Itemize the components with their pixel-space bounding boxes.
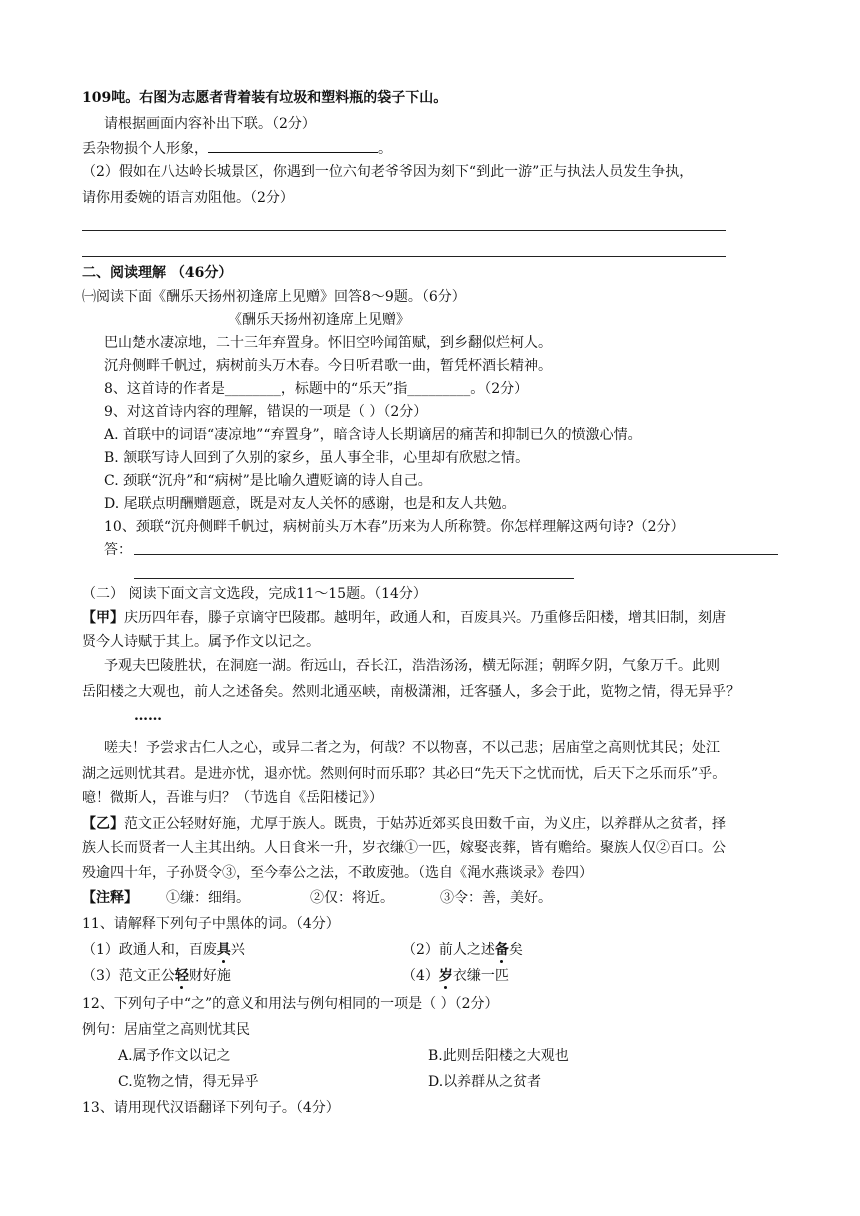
sub-question-text: 兴	[230, 942, 245, 958]
text-line: 予观夫巴陵胜状，在洞庭一湖。衔远山，吞长江，浩浩汤汤，横无际涯；朝晖夕阴，气象万千。此则	[104, 658, 720, 674]
emphasized-word: 备	[494, 942, 509, 958]
note-label: 【注释】	[82, 890, 138, 906]
option: A. 首联中的词语“凄凉地”“弃置身”，暗含诗人长期谪居的痛苦和抑制已久的愤激心情。	[104, 427, 642, 443]
question: 8、这首诗的作者是________，标题中的“乐天”指_________。（2分）	[104, 381, 529, 397]
emphasized-word: 具	[216, 942, 231, 958]
question: 9、对这首诗内容的理解，错误的一项是（ ）（2分）	[104, 404, 428, 420]
question: 12、下列句子中“之”的意义和用法与例句相同的一项是（ ）（2分）	[82, 996, 499, 1012]
text-line: 岳阳楼之大观也，前人之述备矣。然则北通巫峡，南极潇湘，迁客骚人，多会于此，览物之情，得无异乎？	[82, 684, 740, 700]
option: A.属予作文以记之	[118, 1048, 231, 1064]
text-line: 噫！微斯人，吾谁与归？（节选自《岳阳楼记》）	[82, 790, 383, 806]
text-line: 贤今人诗赋于其上。属予作文以记之。	[82, 634, 320, 650]
period: 。	[378, 141, 392, 157]
sub-question-text: 衣缣一匹	[452, 968, 509, 984]
sub-question	[82, 966, 231, 986]
sub-question-text: 矣	[508, 942, 523, 958]
passage-text: 庆历四年春，滕子京谪守巴陵郡。越明年，政通人和，百废具兴。乃重修岳阳楼，增其旧制，刻唐	[124, 610, 726, 626]
poem-line: 巴山楚水凄凉地，二十三年弃置身。怀旧空吟闻笛赋，到乡翻似烂柯人。	[104, 335, 552, 351]
text-line: （2）假如在八达岭长城景区，你遇到一位六旬老爷爷因为刻下“到此一游”正与执法人员发生争执，	[82, 164, 694, 180]
poem-line: 沉舟侧畔千帆过，病树前头万木春。今日听君歌一曲，暂凭杯酒长精神。	[104, 358, 552, 374]
text-line: （二） 阅读下面文言文选段，完成11～15题。（14分）	[82, 586, 427, 602]
text-line	[82, 814, 726, 834]
text-line: ㈠阅读下面《酬乐天扬州初逢席上见赠》回答8～9题。（6分）	[82, 289, 466, 305]
text-line	[82, 608, 726, 628]
sub-question-text: （3）范文正公	[82, 968, 175, 984]
option: C. 颈联“沉舟”和“病树”是比喻久遭贬谪的诗人自己。	[104, 473, 432, 489]
sub-question-text: 财好施	[188, 968, 231, 984]
sub-question	[402, 966, 509, 986]
sub-question-text: （1）政通人和，百废	[82, 942, 217, 958]
sub-question-text: （4）	[402, 968, 439, 984]
text-line: 族人长而贤者一人主其出纳。人日食米一升，岁衣缣①一匹，嫁娶丧葬，皆有赡给。聚族人仅②百口。公	[82, 840, 726, 856]
note: ③令：善，美好。	[440, 890, 552, 906]
text-line: 请根据画面内容补出下联。（2分）	[104, 116, 316, 132]
option: D.以养群从之贫者	[428, 1074, 542, 1090]
question: 13、请用现代汉语翻译下列句子。（4分）	[82, 1100, 340, 1116]
question: 10、颈联“沉舟侧畔千帆过，病树前头万木春”历来为人所称赞。你怎样理解这两句诗?（2分）	[104, 519, 685, 535]
option: C.览物之情，得无异乎	[118, 1074, 259, 1090]
couplet-upper: 丢杂物损个人形象，	[82, 141, 208, 157]
text-line: 请你用委婉的语言劝阻他。（2分）	[82, 190, 294, 206]
option: B.此则岳阳楼之大观也	[428, 1048, 569, 1064]
section-title: 二、阅读理解 （46分）	[82, 265, 233, 281]
passage-label: 【甲】	[82, 610, 124, 626]
emphasized-word: 轻	[174, 968, 189, 984]
text-line	[82, 138, 392, 159]
poem-title: 《酬乐天扬州初逢席上见赠》	[228, 312, 410, 328]
emphasized-word: 岁	[438, 968, 453, 984]
question: 11、请解释下列句子中黑体的词。（4分）	[82, 916, 340, 932]
answer-line	[82, 256, 726, 257]
text-line: 殁逾四十年，子孙贤令③，至今奉公之法，不敢废弛。（选自《渑水燕谈录》卷四）	[82, 865, 593, 881]
text-line: 109吨。右图为志愿者背着装有垃圾和塑料瓶的袋子下山。	[82, 90, 448, 106]
sub-question	[402, 940, 523, 960]
answer-line	[134, 578, 574, 579]
answer-line	[134, 554, 778, 555]
example: 例句：居庙堂之高则忧其民	[82, 1022, 250, 1038]
note: ②仅：将近。	[310, 890, 394, 906]
sub-question-text: （2）前人之述	[402, 942, 495, 958]
passage-label: 【乙】	[82, 816, 124, 832]
passage-text: 范文正公轻财好施，尤厚于族人。既贵，于姑苏近郊买良田数千亩，为义庄，以养群从之贫者，择	[124, 816, 726, 832]
text-line: 嗟夫！予尝求古仁人之心，或异二者之为，何哉？不以物喜，不以己悲；居庙堂之高则忧其民；处江	[104, 740, 720, 756]
sub-question	[82, 940, 245, 960]
text-line: 湖之远则忧其君。是进亦忧，退亦忧。然则何时而乐耶？其必曰“先天下之忧而忧，后天下之乐而乐”乎。	[82, 766, 727, 782]
option: B. 颔联写诗人回到了久别的家乡，虽人事全非，心里却有欣慰之情。	[104, 450, 530, 466]
option: D. 尾联点明酬赠题意，既是对友人关怀的感谢，也是和友人共勉。	[104, 496, 516, 512]
note: ①缣：细绢。	[166, 890, 250, 906]
answer-line	[82, 230, 726, 231]
ellipsis: ……	[134, 708, 162, 724]
answer-label: 答：	[104, 542, 132, 558]
answer-blank	[208, 138, 378, 153]
